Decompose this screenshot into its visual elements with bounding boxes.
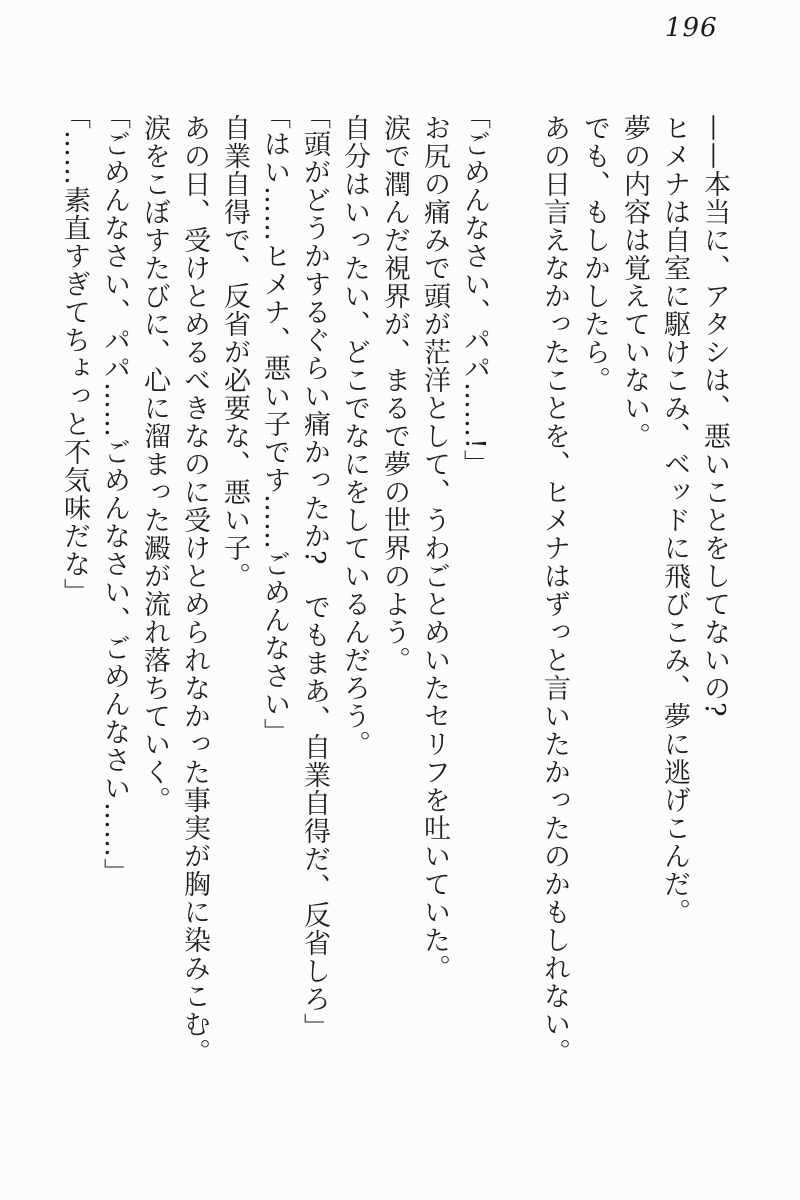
text-line: 自分はいったい、どこでなにをしているんだろう。: [339, 114, 370, 758]
text-line: 「ごめんなさい、パパ……!」: [459, 102, 490, 478]
text-line: でも、もしかしたら。: [579, 114, 610, 394]
text-line: ヒメナは自室に駆けこみ、ベッドに飛びこみ、夢に逃げこんだ。: [659, 114, 690, 926]
page-text: [50, 102, 734, 1092]
text-line: ——本当に、アタシは、悪いことをしてないの?: [699, 114, 730, 718]
text-line: 「はい……ヒメナ、悪い子です……ごめんなさい」: [259, 102, 290, 746]
text-line: 「ごめんなさい、パパ……ごめんなさい、ごめんなさい……」: [99, 102, 130, 886]
text-line: 涙で潤んだ視界が、まるで夢の世界のよう。: [379, 114, 410, 674]
text-line: あの日、受けとめるべきなのに受けとめられなかった事実が胸に染みこむ。: [179, 114, 210, 1066]
text-line: 「頭がどうかするぐらい痛かったか? でもまあ、自業自得だ、反省しろ」: [299, 102, 330, 1042]
text-line: 「……素直すぎてちょっと不気味だな」: [59, 102, 90, 606]
text-line: 夢の内容は覚えていない。: [619, 114, 650, 450]
text-line: あの日言えなかったことを、ヒメナはずっと言いたかったのかもしれない。: [539, 114, 570, 1066]
text-line: 自業自得で、反省が必要な、悪い子。: [219, 114, 250, 590]
page-number: 196: [665, 13, 718, 43]
text-line: 涙をこぼすたびに、心に溜まった澱が流れ落ちていく。: [139, 114, 170, 814]
blank-line: [494, 102, 534, 1092]
text-line: お尻の痛みで頭が茫洋として、うわごとめいたセリフを吐いていた。: [419, 114, 450, 982]
